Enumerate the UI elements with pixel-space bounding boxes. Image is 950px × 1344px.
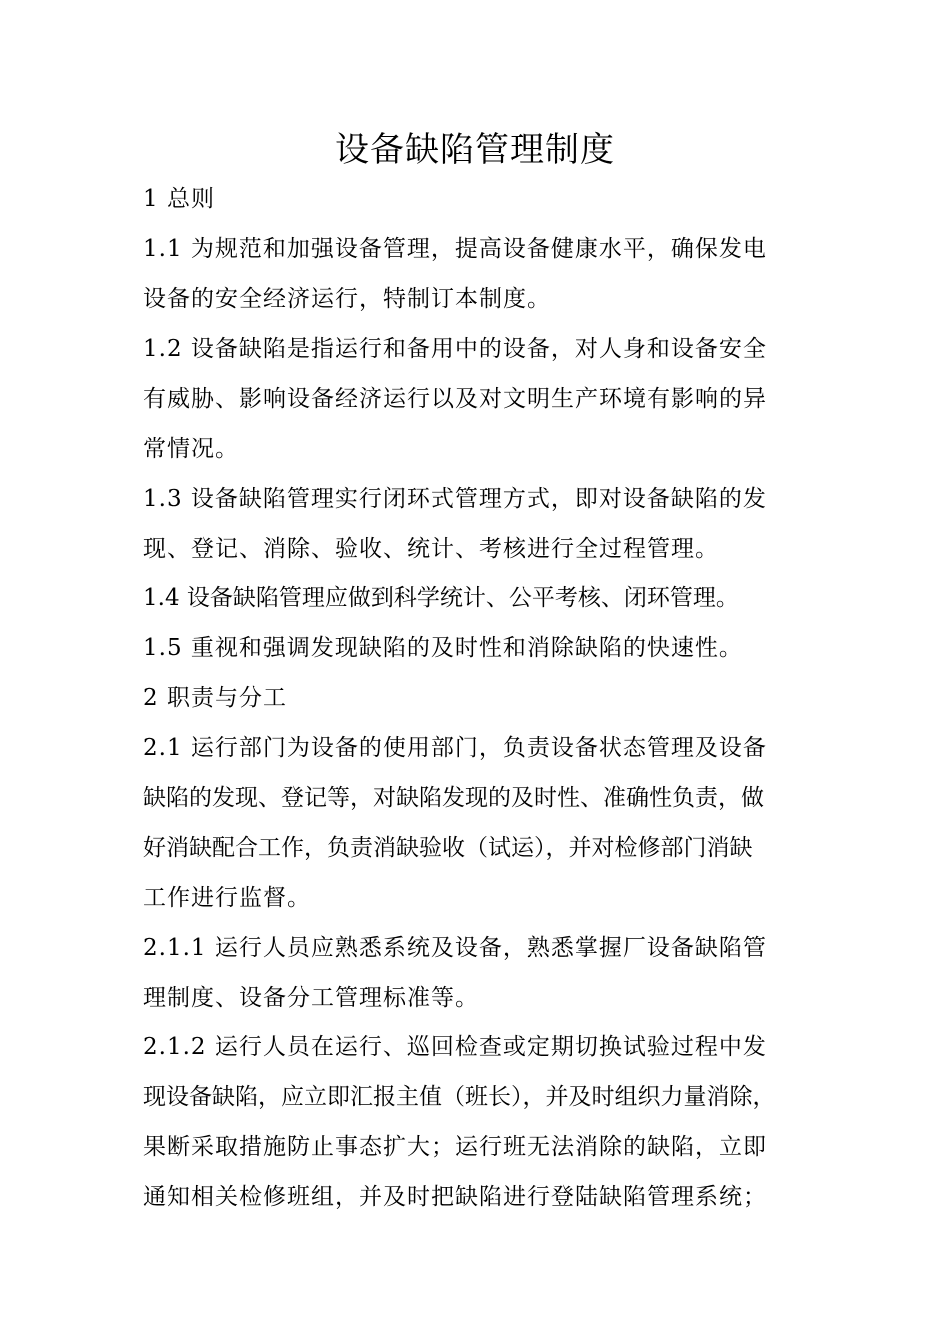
paragraph-line: 1.4 设备缺陷管理应做到科学统计、公平考核、闭环管理。	[143, 585, 739, 611]
paragraph-line: 有威胁、影响设备经济运行以及对文明生产环境有影响的异	[143, 386, 767, 412]
paragraph-line: 现设备缺陷，应立即汇报主值（班长），并及时组织力量消除，	[143, 1084, 776, 1110]
section-heading-1: 1 总则	[143, 186, 215, 212]
paragraph-line: 常情况。	[143, 436, 239, 462]
paragraph-line: 1.2 设备缺陷是指运行和备用中的设备，对人身和设备安全	[143, 336, 767, 362]
document-title: 设备缺陷管理制度	[335, 130, 615, 170]
paragraph-line: 2.1 运行部门为设备的使用部门，负责设备状态管理及设备	[143, 735, 767, 761]
paragraph-line: 通知相关检修班组，并及时把缺陷进行登陆缺陷管理系统；	[143, 1184, 767, 1210]
paragraph-line: 设备的安全经济运行，特制订本制度。	[143, 286, 551, 312]
paragraph-line: 好消缺配合工作，负责消缺验收（试运），并对检修部门消缺	[143, 835, 753, 861]
paragraph-line: 工作进行监督。	[143, 885, 311, 911]
paragraph-line: 1.1 为规范和加强设备管理，提高设备健康水平，确保发电	[143, 236, 767, 262]
paragraph-line: 2.1.2 运行人员在运行、巡回检查或定期切换试验过程中发	[143, 1034, 767, 1060]
paragraph-line: 1.3 设备缺陷管理实行闭环式管理方式，即对设备缺陷的发	[143, 486, 767, 512]
paragraph-line: 2.1.1 运行人员应熟悉系统及设备，熟悉掌握厂设备缺陷管	[143, 935, 767, 961]
paragraph-line: 果断采取措施防止事态扩大；运行班无法消除的缺陷，立即	[143, 1134, 767, 1160]
paragraph-line: 缺陷的发现、登记等，对缺陷发现的及时性、准确性负责，做	[143, 785, 764, 811]
paragraph-line: 1.5 重视和强调发现缺陷的及时性和消除缺陷的快速性。	[143, 635, 743, 661]
paragraph-line: 理制度、设备分工管理标准等。	[143, 985, 479, 1011]
paragraph-line: 现、登记、消除、验收、统计、考核进行全过程管理。	[143, 536, 719, 562]
section-heading-2: 2 职责与分工	[143, 685, 287, 711]
